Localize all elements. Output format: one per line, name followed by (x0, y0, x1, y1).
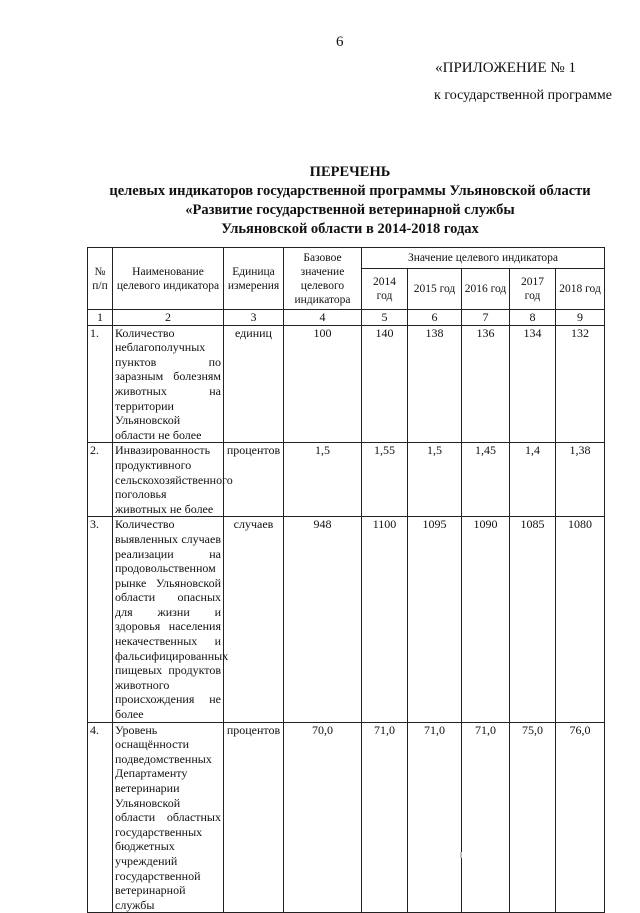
year-value: 1100 (362, 517, 408, 722)
year-value: 132 (556, 325, 605, 443)
year-value: 1,55 (362, 443, 408, 517)
base-value: 1,5 (284, 443, 362, 517)
year-value: 1,5 (408, 443, 462, 517)
column-number: 7 (462, 310, 510, 326)
scan-artifact (460, 852, 462, 858)
title-line-2: целевых индикаторов государственной программы Ульяновской области (109, 183, 591, 199)
indicator-unit: процентов (224, 722, 284, 913)
title-line-1: ПЕРЕЧЕНЬ (309, 164, 391, 180)
appendix-subtitle: к государственной программе (434, 88, 612, 103)
row-number: 3. (88, 517, 113, 722)
base-value: 948 (284, 517, 362, 722)
table-row (88, 443, 605, 517)
header-year: 2017 год (510, 269, 556, 310)
year-value: 136 (462, 325, 510, 443)
column-number: 2 (113, 310, 224, 326)
indicator-unit: единиц (224, 325, 284, 443)
year-value: 1,45 (462, 443, 510, 517)
column-number: 8 (510, 310, 556, 326)
header-group: Значение целевого индикатора (362, 248, 605, 269)
year-value: 1090 (462, 517, 510, 722)
column-number: 5 (362, 310, 408, 326)
header-name: Наименование целевого индикатора (113, 248, 224, 310)
row-number: 2. (88, 443, 113, 517)
title-line-3: «Развитие государственной ветеринарной службы (185, 202, 515, 218)
indicator-name: Уровень оснащённости подведомственных Департаменту ветеринарии Ульяновской области областных государственных бюджетных учреждений государственной ветеринарной службы (113, 722, 224, 913)
header-year: 2016 год (462, 269, 510, 310)
year-value: 1085 (510, 517, 556, 722)
page-number: 6 (336, 34, 344, 50)
appendix-label: «ПРИЛОЖЕНИЕ № 1 (435, 60, 576, 76)
year-value: 1095 (408, 517, 462, 722)
header-year: 2014 год (362, 269, 408, 310)
indicator-name: Количество неблагополучных пунктов по заразным болезням животных на территории Ульяновской области не более (113, 325, 224, 443)
header-num: № п/п (88, 248, 113, 310)
year-value: 75,0 (510, 722, 556, 913)
year-value: 1080 (556, 517, 605, 722)
year-value: 138 (408, 325, 462, 443)
indicator-name: Количество выявленных случаев реализации на продовольственном рынке Ульяновской области опасных для жизни и здоровья населения некачественных и фальсифицированных пищевых продуктов животного происхождения не более (113, 517, 224, 722)
indicator-name: Инвазированность продуктивного сельскохозяйственного поголовья животных не более (113, 443, 224, 517)
year-value: 76,0 (556, 722, 605, 913)
indicator-unit: процентов (224, 443, 284, 517)
base-value: 100 (284, 325, 362, 443)
row-number: 1. (88, 325, 113, 443)
header-year: 2015 год (408, 269, 462, 310)
table-row (88, 722, 605, 913)
year-value: 71,0 (462, 722, 510, 913)
table-row (88, 325, 605, 443)
title-line-4: Ульяновской области в 2014-2018 годах (221, 221, 479, 237)
document-title (60, 163, 640, 239)
column-number: 4 (284, 310, 362, 326)
year-value: 134 (510, 325, 556, 443)
column-number: 9 (556, 310, 605, 326)
header-base: Базовое значение целевого индикатора (284, 248, 362, 310)
header-year: 2018 год (556, 269, 605, 310)
year-value: 71,0 (408, 722, 462, 913)
table-row (88, 517, 605, 722)
column-number: 1 (88, 310, 113, 326)
year-value: 1,38 (556, 443, 605, 517)
header-unit: Единица измерения (224, 248, 284, 310)
indicators-table (87, 247, 605, 913)
row-number: 4. (88, 722, 113, 913)
base-value: 70,0 (284, 722, 362, 913)
column-number: 3 (224, 310, 284, 326)
column-number: 6 (408, 310, 462, 326)
indicator-unit: случаев (224, 517, 284, 722)
year-value: 1,4 (510, 443, 556, 517)
year-value: 71,0 (362, 722, 408, 913)
year-value: 140 (362, 325, 408, 443)
